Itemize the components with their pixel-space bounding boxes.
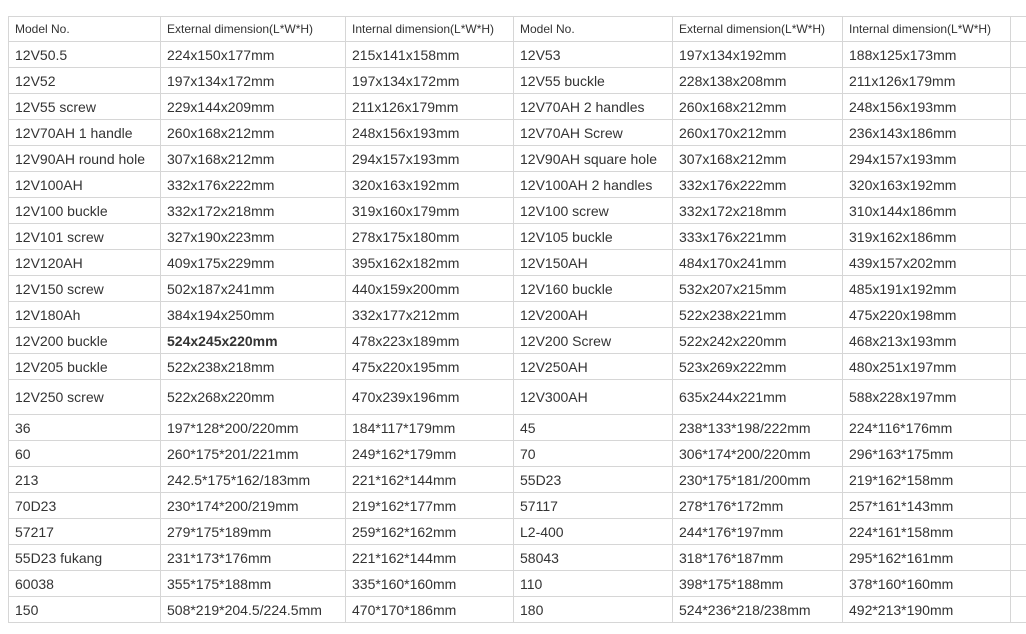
cell-internal-dimension-2: 296*163*175mm xyxy=(843,441,1011,467)
cell-model-no: 57217 xyxy=(9,519,161,545)
cell-spacer xyxy=(1011,276,1026,302)
cell-internal-dimension-2: 475x220x198mm xyxy=(843,302,1011,328)
cell-model-no: 12V205 buckle xyxy=(9,354,161,380)
cell-spacer xyxy=(1011,250,1026,276)
table-row xyxy=(9,198,1026,224)
cell-spacer xyxy=(1011,571,1026,597)
cell-model-no-2: 58043 xyxy=(514,545,673,571)
cell-external-dimension: 332x176x222mm xyxy=(161,172,346,198)
cell-internal-dimension-2: 294x157x193mm xyxy=(843,146,1011,172)
table-row xyxy=(9,42,1026,68)
cell-internal-dimension-2: 236x143x186mm xyxy=(843,120,1011,146)
cell-external-dimension-2: 522x242x220mm xyxy=(673,328,843,354)
cell-external-dimension: 307x168x212mm xyxy=(161,146,346,172)
cell-model-no: 12V250 screw xyxy=(9,380,161,415)
cell-model-no-2: 70 xyxy=(514,441,673,467)
header-model-no: Model No. xyxy=(9,17,161,42)
cell-internal-dimension: 278x175x180mm xyxy=(346,224,514,250)
cell-external-dimension-2: 260x168x212mm xyxy=(673,94,843,120)
table-row xyxy=(9,571,1026,597)
cell-external-dimension-2: 332x172x218mm xyxy=(673,198,843,224)
cell-internal-dimension: 215x141x158mm xyxy=(346,42,514,68)
cell-internal-dimension: 184*117*179mm xyxy=(346,415,514,441)
cell-model-no-2: 12V160 buckle xyxy=(514,276,673,302)
cell-internal-dimension: 478x223x189mm xyxy=(346,328,514,354)
cell-model-no: 55D23 fukang xyxy=(9,545,161,571)
cell-external-dimension: 332x172x218mm xyxy=(161,198,346,224)
cell-spacer xyxy=(1011,224,1026,250)
cell-spacer xyxy=(1011,597,1026,623)
cell-external-dimension: 522x238x218mm xyxy=(161,354,346,380)
cell-model-no-2: 12V250AH xyxy=(514,354,673,380)
cell-internal-dimension: 335*160*160mm xyxy=(346,571,514,597)
cell-external-dimension-2: 524*236*218/238mm xyxy=(673,597,843,623)
cell-spacer xyxy=(1011,172,1026,198)
cell-spacer xyxy=(1011,198,1026,224)
table-row xyxy=(9,380,1026,415)
cell-external-dimension: 224x150x177mm xyxy=(161,42,346,68)
dimension-table xyxy=(8,16,1026,623)
cell-internal-dimension-2: 492*213*190mm xyxy=(843,597,1011,623)
cell-internal-dimension: 211x126x179mm xyxy=(346,94,514,120)
cell-internal-dimension-2: 224*161*158mm xyxy=(843,519,1011,545)
header-internal-dimension: Internal dimension(L*W*H) xyxy=(346,17,514,42)
table-row xyxy=(9,545,1026,571)
cell-spacer xyxy=(1011,415,1026,441)
cell-internal-dimension: 294x157x193mm xyxy=(346,146,514,172)
cell-model-no-2: 12V70AH 2 handles xyxy=(514,94,673,120)
cell-external-dimension-2: 333x176x221mm xyxy=(673,224,843,250)
cell-external-dimension: 197x134x172mm xyxy=(161,68,346,94)
cell-spacer xyxy=(1011,380,1026,415)
cell-external-dimension-2: 522x238x221mm xyxy=(673,302,843,328)
header-model-no-2: Model No. xyxy=(514,17,673,42)
table-row xyxy=(9,120,1026,146)
table-row xyxy=(9,94,1026,120)
cell-external-dimension: 522x268x220mm xyxy=(161,380,346,415)
cell-model-no: 12V101 screw xyxy=(9,224,161,250)
cell-internal-dimension: 470x239x196mm xyxy=(346,380,514,415)
cell-internal-dimension: 320x163x192mm xyxy=(346,172,514,198)
cell-external-dimension: 197*128*200/220mm xyxy=(161,415,346,441)
cell-spacer xyxy=(1011,42,1026,68)
cell-model-no-2: 55D23 xyxy=(514,467,673,493)
cell-model-no-2: 12V105 buckle xyxy=(514,224,673,250)
cell-internal-dimension-2: 468x213x193mm xyxy=(843,328,1011,354)
cell-spacer xyxy=(1011,328,1026,354)
cell-internal-dimension-2: 248x156x193mm xyxy=(843,94,1011,120)
table-row xyxy=(9,519,1026,545)
cell-model-no: 36 xyxy=(9,415,161,441)
table-row xyxy=(9,146,1026,172)
cell-internal-dimension-2: 480x251x197mm xyxy=(843,354,1011,380)
header-spacer xyxy=(1011,17,1026,42)
cell-model-no: 12V180Ah xyxy=(9,302,161,328)
cell-model-no-2: 12V53 xyxy=(514,42,673,68)
header-row xyxy=(9,17,1026,42)
cell-external-dimension: 409x175x229mm xyxy=(161,250,346,276)
cell-internal-dimension-2: 588x228x197mm xyxy=(843,380,1011,415)
cell-internal-dimension: 440x159x200mm xyxy=(346,276,514,302)
cell-internal-dimension: 219*162*177mm xyxy=(346,493,514,519)
cell-internal-dimension: 319x160x179mm xyxy=(346,198,514,224)
table-row xyxy=(9,597,1026,623)
cell-internal-dimension: 248x156x193mm xyxy=(346,120,514,146)
cell-model-no: 150 xyxy=(9,597,161,623)
cell-model-no-2: 45 xyxy=(514,415,673,441)
cell-spacer xyxy=(1011,545,1026,571)
cell-spacer xyxy=(1011,467,1026,493)
cell-external-dimension-2: 278*176*172mm xyxy=(673,493,843,519)
cell-spacer xyxy=(1011,94,1026,120)
cell-internal-dimension-2: 378*160*160mm xyxy=(843,571,1011,597)
cell-model-no: 213 xyxy=(9,467,161,493)
cell-model-no: 60 xyxy=(9,441,161,467)
cell-external-dimension-2: 197x134x192mm xyxy=(673,42,843,68)
cell-spacer xyxy=(1011,146,1026,172)
cell-external-dimension-2: 532x207x215mm xyxy=(673,276,843,302)
cell-model-no-2: 12V300AH xyxy=(514,380,673,415)
cell-model-no: 12V100 buckle xyxy=(9,198,161,224)
table-row xyxy=(9,415,1026,441)
cell-external-dimension-2: 228x138x208mm xyxy=(673,68,843,94)
table-body xyxy=(9,42,1026,623)
header-internal-dimension-2: Internal dimension(L*W*H) xyxy=(843,17,1011,42)
cell-internal-dimension: 249*162*179mm xyxy=(346,441,514,467)
cell-internal-dimension-2: 211x126x179mm xyxy=(843,68,1011,94)
header-external-dimension: External dimension(L*W*H) xyxy=(161,17,346,42)
cell-internal-dimension-2: 257*161*143mm xyxy=(843,493,1011,519)
table-row xyxy=(9,276,1026,302)
cell-internal-dimension: 475x220x195mm xyxy=(346,354,514,380)
cell-external-dimension-2: 398*175*188mm xyxy=(673,571,843,597)
cell-external-dimension: 355*175*188mm xyxy=(161,571,346,597)
cell-external-dimension: 384x194x250mm xyxy=(161,302,346,328)
table-row xyxy=(9,467,1026,493)
cell-model-no: 70D23 xyxy=(9,493,161,519)
cell-model-no: 12V150 screw xyxy=(9,276,161,302)
cell-internal-dimension-2: 219*162*158mm xyxy=(843,467,1011,493)
cell-model-no-2: 110 xyxy=(514,571,673,597)
cell-model-no: 12V90AH round hole xyxy=(9,146,161,172)
cell-external-dimension: 230*174*200/219mm xyxy=(161,493,346,519)
cell-spacer xyxy=(1011,493,1026,519)
table-row xyxy=(9,224,1026,250)
header-external-dimension-2: External dimension(L*W*H) xyxy=(673,17,843,42)
cell-model-no-2: 180 xyxy=(514,597,673,623)
table-row xyxy=(9,441,1026,467)
cell-spacer xyxy=(1011,519,1026,545)
cell-internal-dimension: 221*162*144mm xyxy=(346,545,514,571)
cell-external-dimension-2: 306*174*200/220mm xyxy=(673,441,843,467)
cell-model-no-2: 12V200 Screw xyxy=(514,328,673,354)
cell-internal-dimension-2: 320x163x192mm xyxy=(843,172,1011,198)
cell-internal-dimension-2: 485x191x192mm xyxy=(843,276,1011,302)
cell-external-dimension: 231*173*176mm xyxy=(161,545,346,571)
cell-model-no: 12V200 buckle xyxy=(9,328,161,354)
cell-internal-dimension: 259*162*162mm xyxy=(346,519,514,545)
table-row xyxy=(9,493,1026,519)
cell-spacer xyxy=(1011,120,1026,146)
cell-internal-dimension-2: 295*162*161mm xyxy=(843,545,1011,571)
cell-spacer xyxy=(1011,68,1026,94)
cell-spacer xyxy=(1011,302,1026,328)
cell-external-dimension: 229x144x209mm xyxy=(161,94,346,120)
cell-external-dimension-2: 260x170x212mm xyxy=(673,120,843,146)
cell-model-no-2: 12V100 screw xyxy=(514,198,673,224)
cell-external-dimension-2: 230*175*181/200mm xyxy=(673,467,843,493)
cell-external-dimension: 524x245x220mm xyxy=(161,328,346,354)
cell-external-dimension-2: 244*176*197mm xyxy=(673,519,843,545)
cell-model-no: 12V120AH xyxy=(9,250,161,276)
cell-model-no: 12V70AH 1 handle xyxy=(9,120,161,146)
cell-model-no-2: 57117 xyxy=(514,493,673,519)
cell-external-dimension-2: 635x244x221mm xyxy=(673,380,843,415)
cell-external-dimension-2: 484x170x241mm xyxy=(673,250,843,276)
cell-internal-dimension: 395x162x182mm xyxy=(346,250,514,276)
cell-external-dimension: 502x187x241mm xyxy=(161,276,346,302)
cell-external-dimension-2: 332x176x222mm xyxy=(673,172,843,198)
cell-model-no-2: 12V150AH xyxy=(514,250,673,276)
cell-external-dimension: 327x190x223mm xyxy=(161,224,346,250)
cell-model-no-2: 12V70AH Screw xyxy=(514,120,673,146)
cell-internal-dimension-2: 224*116*176mm xyxy=(843,415,1011,441)
cell-model-no: 12V52 xyxy=(9,68,161,94)
cell-internal-dimension-2: 188x125x173mm xyxy=(843,42,1011,68)
table-row xyxy=(9,250,1026,276)
table-row xyxy=(9,68,1026,94)
cell-model-no: 12V100AH xyxy=(9,172,161,198)
cell-internal-dimension: 332x177x212mm xyxy=(346,302,514,328)
cell-internal-dimension-2: 319x162x186mm xyxy=(843,224,1011,250)
cell-external-dimension-2: 318*176*187mm xyxy=(673,545,843,571)
cell-external-dimension: 242.5*175*162/183mm xyxy=(161,467,346,493)
top-strip xyxy=(0,0,1026,14)
cell-external-dimension-2: 523x269x222mm xyxy=(673,354,843,380)
cell-spacer xyxy=(1011,441,1026,467)
cell-spacer xyxy=(1011,354,1026,380)
cell-external-dimension-2: 238*133*198/222mm xyxy=(673,415,843,441)
cell-external-dimension: 260*175*201/221mm xyxy=(161,441,346,467)
cell-model-no-2: 12V55 buckle xyxy=(514,68,673,94)
cell-model-no: 12V50.5 xyxy=(9,42,161,68)
cell-model-no-2: 12V90AH square hole xyxy=(514,146,673,172)
cell-external-dimension-2: 307x168x212mm xyxy=(673,146,843,172)
cell-model-no: 60038 xyxy=(9,571,161,597)
cell-internal-dimension-2: 439x157x202mm xyxy=(843,250,1011,276)
cell-model-no-2: L2-400 xyxy=(514,519,673,545)
cell-external-dimension: 260x168x212mm xyxy=(161,120,346,146)
cell-model-no-2: 12V200AH xyxy=(514,302,673,328)
cell-model-no-2: 12V100AH 2 handles xyxy=(514,172,673,198)
table-row xyxy=(9,302,1026,328)
cell-internal-dimension: 197x134x172mm xyxy=(346,68,514,94)
table-row xyxy=(9,354,1026,380)
table-row xyxy=(9,172,1026,198)
cell-model-no: 12V55 screw xyxy=(9,94,161,120)
cell-external-dimension: 508*219*204.5/224.5mm xyxy=(161,597,346,623)
table-row xyxy=(9,328,1026,354)
cell-internal-dimension: 470*170*186mm xyxy=(346,597,514,623)
cell-internal-dimension: 221*162*144mm xyxy=(346,467,514,493)
cell-external-dimension: 279*175*189mm xyxy=(161,519,346,545)
cell-internal-dimension-2: 310x144x186mm xyxy=(843,198,1011,224)
